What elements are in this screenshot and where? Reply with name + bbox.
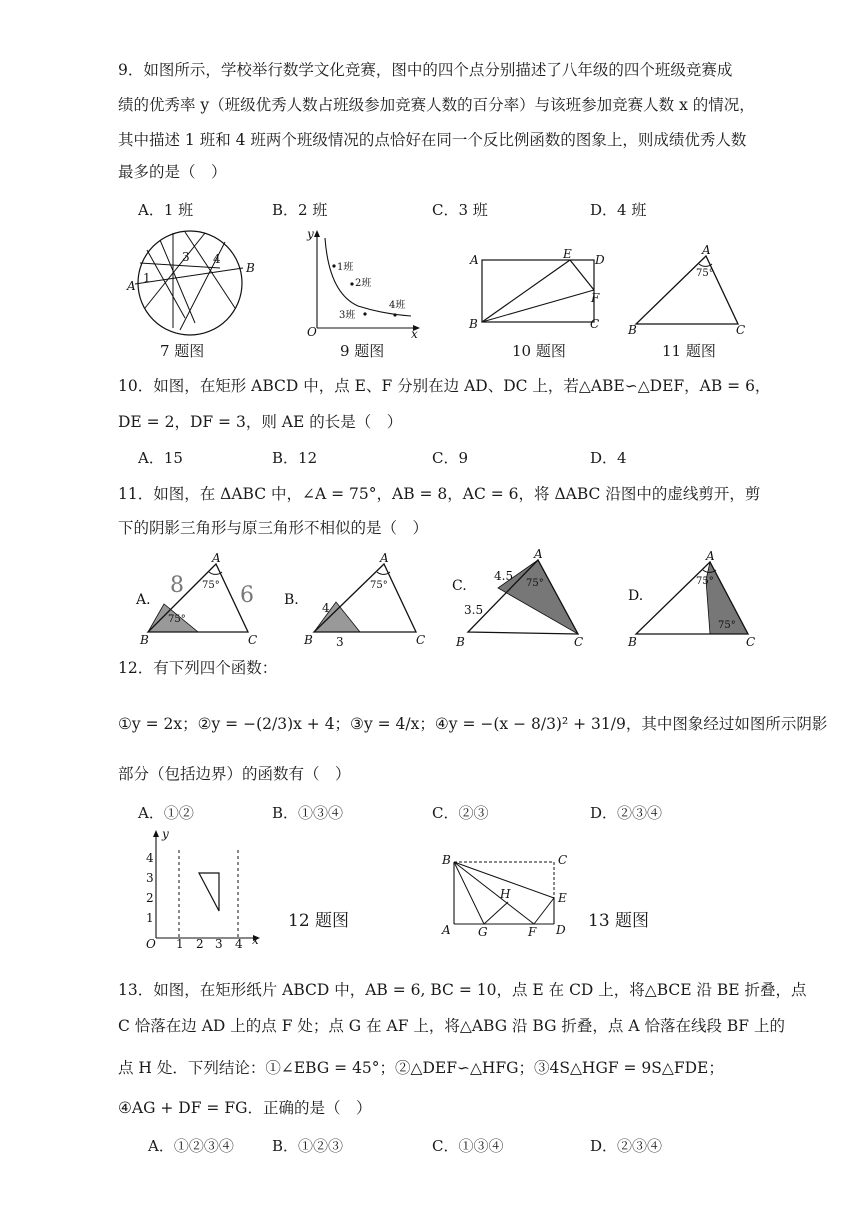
q10-option-b: B．12 <box>272 449 318 467</box>
caption-fig13: 13 题图 <box>588 911 650 931</box>
caption-fig10: 10 题图 <box>512 342 566 360</box>
fig11-label-c: C <box>736 323 746 337</box>
fig13-label-c: C <box>558 853 568 867</box>
fig7-label-4: 4 <box>213 252 221 266</box>
figure-7 <box>125 228 255 338</box>
q9-line-2: 绩的优秀率 y（班级优秀人数占班级参加竞赛人数的百分率）与该班参加竞赛人数 x 的情况， <box>118 96 755 114</box>
q11c-label-45: 4.5 <box>494 569 514 583</box>
fig11-label-a: A <box>702 243 711 257</box>
q12-intro: 12．有下列四个函数： <box>118 659 278 677</box>
fig13-label-d: D <box>556 923 566 937</box>
fig13-label-f: F <box>528 925 537 939</box>
q12-option-c: C．②③ <box>432 804 489 822</box>
q13-option-b: B．①②③ <box>272 1137 344 1155</box>
fig13-label-g: G <box>478 925 488 939</box>
fig13-label-a: A <box>442 923 451 937</box>
fig11-label-b: B <box>628 323 637 337</box>
fig13-label-b: B <box>442 853 451 867</box>
fig13-label-h: H <box>500 887 511 901</box>
q11d-letter: D. <box>628 588 644 604</box>
q11a-handwritten-6: 6 <box>240 583 254 608</box>
fig13-label-e: E <box>558 891 567 905</box>
figure-10 <box>466 247 626 331</box>
q11c-label-35: 3.5 <box>464 603 484 617</box>
fig12-label-x: x <box>252 933 259 947</box>
q12-option-a: A．①② <box>138 804 194 822</box>
fig12-ytick-4: 4 <box>146 851 154 865</box>
q11c-label-b: B <box>456 635 465 649</box>
q11a-label-a: A <box>212 551 221 565</box>
figure-9 <box>303 227 423 341</box>
q11-line-2: 下的阴影三角形与原三角形不相似的是（ ） <box>118 519 429 537</box>
fig12-label-y: y <box>162 827 169 841</box>
fig9-label-class1: 1班 <box>337 262 354 273</box>
q9-option-a: A．1 班 <box>138 201 194 219</box>
fig9-label-class2: 2班 <box>355 278 372 289</box>
fig9-label-o: O <box>307 325 317 339</box>
figure-13 <box>440 850 580 940</box>
q11a-handwritten-8: 8 <box>170 573 184 598</box>
q11c-letter: C. <box>452 578 467 594</box>
q9-option-b: B．2 班 <box>272 201 328 219</box>
q10-line-2: DE = 2，DF = 3，则 AE 的长是（ ） <box>118 413 403 431</box>
fig12-xtick-1: 1 <box>176 937 184 951</box>
q11d-label-c: C <box>746 635 756 649</box>
q12-line-3: 部分（包括边界）的函数有（ ） <box>118 765 351 783</box>
fig12-ytick-3: 3 <box>146 871 154 885</box>
q11-figure-a <box>136 552 266 647</box>
fig10-label-d: D <box>595 253 605 267</box>
fig10-label-a: A <box>470 253 479 267</box>
q11-figure-d <box>626 550 766 650</box>
q11b-letter: B. <box>284 592 299 608</box>
q12-option-b: B．①③④ <box>272 804 344 822</box>
q11d-label-a: A <box>706 549 715 563</box>
q11a-label-b: B <box>140 633 149 647</box>
q13-option-a: A．①②③④ <box>148 1137 234 1155</box>
q13-line-1: 13．如图，在矩形纸片 ABCD 中，AB = 6, BC = 10，点 E 在 CD 上，将△BCE 沿 BE 折叠，点 <box>118 981 807 999</box>
fig10-label-b: B <box>469 317 478 331</box>
q11c-label-c: C <box>574 635 584 649</box>
q9-line-4: 最多的是（ ） <box>118 163 227 181</box>
q12-functions: ①y = 2x；②y = −(2/3)x + 4；③y = 4/x；④y = −(x − 8/3)² + 31/9，其中图象经过如图所示阴影 <box>118 715 828 733</box>
q11b-label-a: A <box>380 551 389 565</box>
caption-fig9: 9 题图 <box>340 342 385 360</box>
q10-option-c: C．9 <box>432 449 469 467</box>
q13-line-4: ④AG + DF = FG．正确的是（ ） <box>118 1099 372 1117</box>
q9-option-d: D．4 班 <box>590 201 647 219</box>
q11d-label-angle2: 75° <box>718 620 736 631</box>
fig10-label-f: F <box>591 291 600 305</box>
q10-option-a: A．15 <box>138 449 183 467</box>
q9-line-3: 其中描述 1 班和 4 班两个班级情况的点恰好在同一个反比例函数的图象上，则成绩优秀人数 <box>118 131 747 149</box>
q11d-label-b: B <box>628 635 637 649</box>
q11b-label-c: C <box>416 633 426 647</box>
fig7-label-1: 1 <box>143 271 151 285</box>
q13-line-3: 点 H 处．下列结论：①∠EBG = 45°；②△DEF∽△HFG；③4S△HGF = 9S△FDE； <box>118 1059 724 1077</box>
fig9-label-x: x <box>411 327 418 341</box>
fig12-ytick-1: 1 <box>146 911 154 925</box>
q11d-label-angle1: 75° <box>696 576 714 587</box>
fig10-label-c: C <box>590 317 600 331</box>
q10-line-1: 10．如图，在矩形 ABCD 中，点 E、F 分别在边 AD、DC 上，若△ABE∽△DEF，AB = 6， <box>118 377 771 395</box>
q11a-label-angle2: 75° <box>168 614 186 625</box>
fig12-ytick-2: 2 <box>146 891 154 905</box>
q11a-letter: A. <box>136 592 151 608</box>
figure-11 <box>626 242 756 337</box>
q12-option-d: D．②③④ <box>590 804 663 822</box>
q13-option-c: C．①③④ <box>432 1137 504 1155</box>
q11c-label-a: A <box>534 547 543 561</box>
q11c-label-angle: 75° <box>526 578 544 589</box>
q11b-label-3: 3 <box>336 635 344 649</box>
fig12-xtick-4: 4 <box>235 937 243 951</box>
fig11-label-angle: 75° <box>696 268 714 279</box>
q11b-label-4: 4 <box>322 601 330 615</box>
fig7-label-a: A <box>127 279 136 293</box>
q11-figure-b <box>284 552 434 647</box>
fig10-label-e: E <box>563 247 572 261</box>
q9-option-c: C．3 班 <box>432 201 488 219</box>
caption-fig11: 11 题图 <box>662 342 716 360</box>
q11b-label-b: B <box>304 633 313 647</box>
fig12-xtick-2: 2 <box>196 937 204 951</box>
fig7-label-3: 3 <box>182 250 190 264</box>
fig9-label-class4: 4班 <box>389 300 406 311</box>
fig7-label-b: B <box>246 261 255 275</box>
q11a-label-angle1: 75° <box>202 580 220 591</box>
q11-figure-c <box>450 547 590 650</box>
q11a-label-c: C <box>248 633 258 647</box>
figure-12 <box>140 828 265 953</box>
fig12-label-o: O <box>146 937 156 951</box>
q13-option-d: D．②③④ <box>590 1137 663 1155</box>
fig9-label-y: y <box>307 227 314 241</box>
caption-fig12: 12 题图 <box>288 911 350 931</box>
q13-line-2: C 恰落在边 AD 上的点 F 处；点 G 在 AF 上，将△ABG 沿 BG 折叠，点 A 恰落在线段 BF 上的 <box>118 1017 785 1035</box>
q11b-label-angle: 75° <box>370 580 388 591</box>
q11-line-1: 11．如图，在 ΔABC 中，∠A = 75°，AB = 8，AC = 6，将 ΔABC 沿图中的虚线剪开，剪 <box>118 485 761 503</box>
fig9-label-class3: 3班 <box>339 310 356 321</box>
q9-line-1: 9．如图所示，学校举行数学文化竞赛，图中的四个点分别描述了八年级的四个班级竞赛成 <box>118 61 733 79</box>
q10-option-d: D．4 <box>590 449 627 467</box>
caption-fig7: 7 题图 <box>160 342 205 360</box>
fig12-xtick-3: 3 <box>215 937 223 951</box>
